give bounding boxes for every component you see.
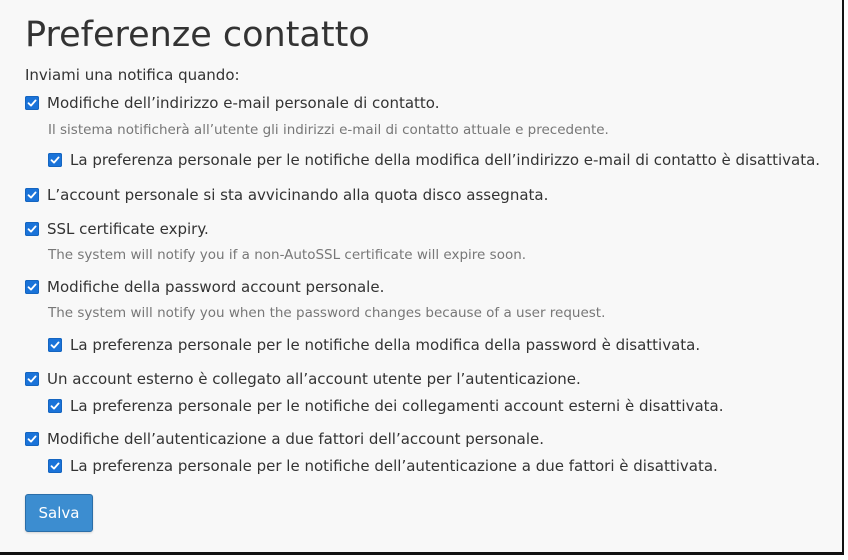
option-password-change[interactable] bbox=[25, 277, 384, 297]
checkbox-sub-password-change[interactable] bbox=[48, 338, 62, 352]
option-disk-quota[interactable] bbox=[25, 185, 548, 205]
option-label: Modifiche della password account personale. bbox=[47, 278, 385, 296]
option-label: Modifiche dell’indirizzo e-mail personale di contatto. bbox=[47, 94, 440, 112]
checkmark-icon bbox=[27, 434, 37, 444]
checkbox-email-change[interactable] bbox=[25, 96, 39, 110]
option-label: La preferenza personale per le notifiche dei collegamenti account esterni è disattivata. bbox=[70, 397, 724, 415]
checkmark-icon bbox=[27, 282, 37, 292]
intro-text: Inviami una notifica quando: bbox=[25, 66, 240, 84]
sub-option-external-auth[interactable] bbox=[48, 396, 723, 416]
checkmark-icon bbox=[27, 98, 37, 108]
option-label: SSL certificate expiry. bbox=[47, 220, 209, 238]
checkbox-ssl-expiry[interactable] bbox=[25, 222, 39, 236]
option-email-change[interactable] bbox=[25, 93, 439, 113]
checkmark-icon bbox=[27, 190, 37, 200]
option-label: Modifiche dell’autenticazione a due fattori dell’account personale. bbox=[47, 430, 545, 448]
option-external-auth[interactable] bbox=[25, 369, 581, 389]
option-label: La preferenza personale per le notifiche dell’autenticazione a due fattori è disattivata. bbox=[70, 457, 718, 475]
help-text-password-change: The system will notify you when the password changes because of a user request. bbox=[48, 305, 606, 321]
page-title: Preferenze contatto bbox=[25, 15, 370, 55]
checkbox-password-change[interactable] bbox=[25, 280, 39, 294]
checkbox-twofa[interactable] bbox=[25, 432, 39, 446]
sub-option-email-change[interactable] bbox=[48, 150, 820, 170]
checkmark-icon bbox=[50, 461, 60, 471]
checkmark-icon bbox=[50, 155, 60, 165]
checkmark-icon bbox=[50, 401, 60, 411]
sub-option-twofa[interactable] bbox=[48, 456, 718, 476]
checkbox-disk-quota[interactable] bbox=[25, 188, 39, 202]
checkmark-icon bbox=[27, 374, 37, 384]
checkbox-sub-external-auth[interactable] bbox=[48, 399, 62, 413]
help-text-ssl-expiry: The system will notify you if a non-AutoSSL certificate will expire soon. bbox=[48, 247, 527, 263]
checkbox-sub-email-change[interactable] bbox=[48, 153, 62, 167]
checkmark-icon bbox=[27, 224, 37, 234]
save-button[interactable]: Salva bbox=[25, 494, 93, 532]
option-label: Un account esterno è collegato all’account utente per l’autenticazione. bbox=[47, 370, 581, 388]
option-ssl-expiry[interactable] bbox=[25, 219, 209, 239]
option-label: La preferenza personale per le notifiche della modifica della password è disattivata. bbox=[70, 336, 701, 354]
option-label: La preferenza personale per le notifiche della modifica dell’indirizzo e-mail di contatto è disattivata. bbox=[70, 151, 821, 169]
option-twofa[interactable] bbox=[25, 429, 544, 449]
checkbox-sub-twofa[interactable] bbox=[48, 459, 62, 473]
checkmark-icon bbox=[50, 340, 60, 350]
help-text-email-change: Il sistema notificherà all’utente gli indirizzi e-mail di contatto attuale e precedente. bbox=[48, 122, 609, 138]
option-label: L’account personale si sta avvicinando alla quota disco assegnata. bbox=[47, 186, 549, 204]
sub-option-password-change[interactable] bbox=[48, 335, 700, 355]
checkbox-external-auth[interactable] bbox=[25, 372, 39, 386]
